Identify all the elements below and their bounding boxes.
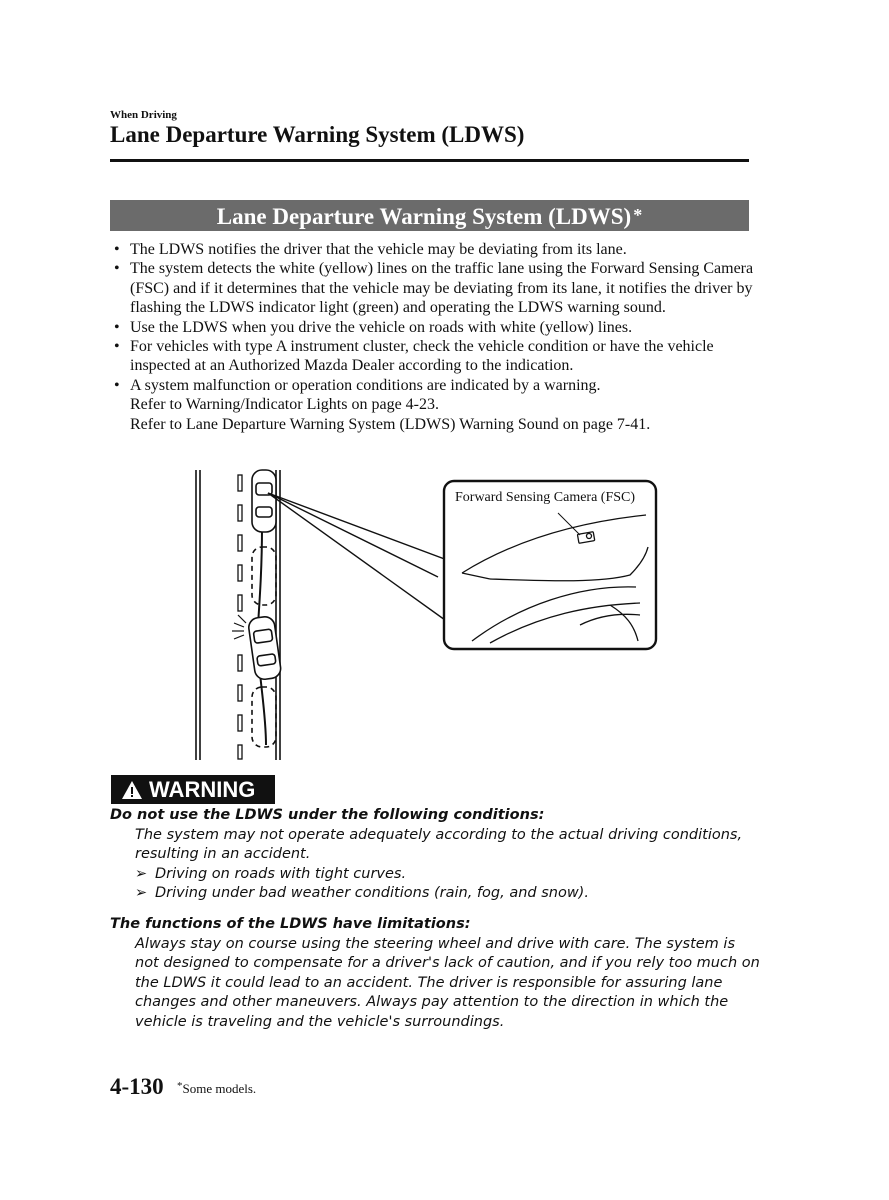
bullet-text: • Use the LDWS when you drive the vehicle on roads with white (yellow) lines. (130, 318, 633, 336)
section-banner (110, 200, 749, 231)
camera-icon (577, 532, 594, 544)
warning-badge (111, 775, 275, 804)
warning-body: The system may not operate adequately according to the actual driving conditions, resulting in an accident. (135, 826, 743, 862)
page-number: 4-130 (110, 1074, 164, 1099)
arrow-bullet-icon: ➢ (135, 885, 148, 901)
banner-title: Lane Departure Warning System (LDWS) (216, 204, 632, 229)
warning-item: ➢ Driving on roads with tight curves. (110, 865, 760, 885)
bullet-item (110, 259, 760, 317)
footnote (177, 1080, 256, 1097)
page-title: Lane Departure Warning System (LDWS) (110, 122, 525, 147)
footnote-text: Some models. (182, 1081, 257, 1096)
flash-icon (232, 615, 246, 639)
bullet-reference: Refer to Lane Departure Warning System (LDWS) Warning Sound on page 7-41. (130, 415, 651, 433)
footnote-marker: * (177, 1080, 183, 1092)
camera-label: Forward Sensing Camera (FSC) (455, 490, 636, 505)
bullet-text: • A system malfunction or operation conditions are indicated by a warning. (130, 376, 601, 394)
bullet-text: • The system detects the white (yellow) lines on the traffic lane using the Forward Sensing Camera (FSC) and if it determines that the vehicle may be deviating from its lane, it notifies the driver by flashing the LDWS indicator light (green) and operating the LDWS warning sound. (130, 260, 754, 317)
section-label: When Driving (110, 109, 177, 121)
bullet-item (110, 337, 760, 376)
warning-body: Always stay on course using the steering wheel and drive with care. The system is not designed to compensate for a driver's lack of caution, and if you rely too much on the LDWS it could lead to an accident. The driver is responsible for assuring lane changes and other maneuvers. Always pay attention to the direction in which the vehicle is traveling and the vehicle's surroundings. (135, 935, 760, 1030)
bullet-text: • For vehicles with type A instrument cluster, check the vehicle condition or have the vehicle inspected at an Authorized Mazda Dealer according to the indication. (130, 338, 714, 375)
warning-item: ➢ Driving under bad weather conditions (rain, fog, and snow). (110, 884, 760, 904)
ldws-illustration (190, 465, 660, 765)
warning-label: WARNING (149, 777, 256, 802)
warning-block-conditions (110, 806, 760, 904)
bullet-item (110, 318, 760, 337)
bullet-list (110, 240, 760, 434)
banner-marker: * (633, 205, 643, 225)
warning-triangle-icon (121, 780, 143, 800)
bullet-item (110, 376, 760, 434)
warning-heading: The functions of the LDWS have limitations: (110, 916, 471, 932)
bullet-reference: Refer to Warning/Indicator Lights on page 4-23. (130, 396, 439, 414)
title-rule (110, 159, 749, 162)
warning-heading: Do not use the LDWS under the following conditions: (110, 807, 545, 823)
vehicle-front (252, 470, 276, 532)
bullet-text: • The LDWS notifies the driver that the vehicle may be deviating from its lane. (130, 241, 627, 258)
warning-block-limitations (110, 915, 760, 1032)
bullet-item (110, 240, 760, 259)
arrow-bullet-icon: ➢ (135, 865, 148, 882)
